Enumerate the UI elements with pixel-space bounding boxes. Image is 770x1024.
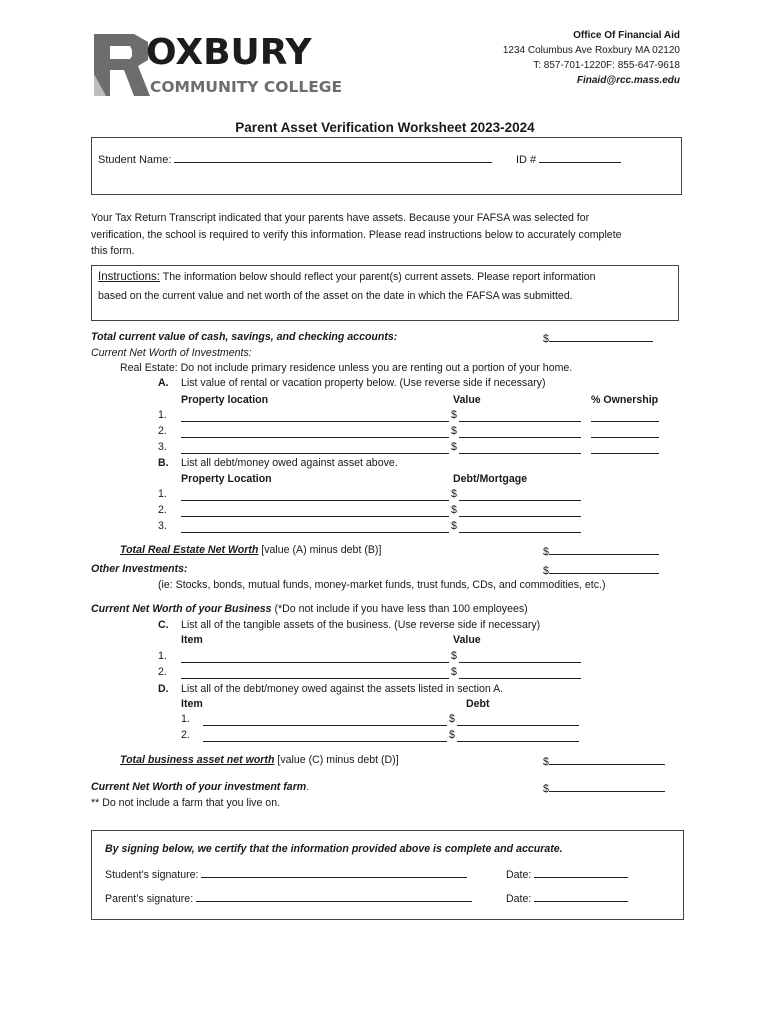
business-heading-title: Current Net Worth of your Business xyxy=(91,603,272,615)
business-debt-item-input[interactable] xyxy=(203,731,447,742)
office-phone: T: 857-701-1220F: 855-647-9618 xyxy=(533,60,680,71)
other-investments-label: Other Investments: xyxy=(91,563,188,575)
business-debt-input[interactable] xyxy=(457,731,579,742)
student-id-label: ID # xyxy=(516,154,540,166)
cash-label: Total current value of cash, savings, and checking accounts: xyxy=(91,331,398,343)
instructions-line-1 xyxy=(98,271,596,284)
farm-label-period: . xyxy=(306,781,310,793)
business-debt-item-input[interactable] xyxy=(203,715,447,726)
col-item: Item xyxy=(181,634,203,646)
farm-dollar: $ xyxy=(543,783,549,795)
business-value-dollar: $ xyxy=(451,666,457,678)
business-total-dollar: $ xyxy=(543,756,549,768)
debt-location-input[interactable] xyxy=(181,490,449,501)
student-id-field[interactable] xyxy=(516,152,621,167)
debt-location-input[interactable] xyxy=(181,506,449,517)
student-signature-label: Student’s signature: xyxy=(105,869,202,881)
col-item-debt: Item xyxy=(181,698,203,710)
business-debt-dollar: $ xyxy=(449,713,455,725)
value-input[interactable] xyxy=(459,443,581,454)
value-dollar: $ xyxy=(451,425,457,437)
ownership-input[interactable] xyxy=(591,411,659,422)
section-a-letter: A. xyxy=(158,377,169,389)
student-date-label: Date: xyxy=(506,869,535,881)
debt-input[interactable] xyxy=(459,490,581,501)
instructions-label: Instructions: xyxy=(98,271,160,283)
other-investments-note: (ie: Stocks, bonds, mutual funds, money-market funds, trust funds, CDs, and commodities, etc.) xyxy=(158,579,606,591)
college-logo xyxy=(94,34,346,100)
business-debt-dollar: $ xyxy=(449,729,455,741)
debt-location-input[interactable] xyxy=(181,522,449,533)
real-estate-total-title: Total Real Estate Net Worth xyxy=(120,544,259,556)
real-estate-total-note: [value (A) minus debt (B)] xyxy=(258,544,382,556)
logo-r-mark xyxy=(94,34,152,96)
certify-statement: By signing below, we certify that the information provided above is complete and accurate. xyxy=(105,843,563,855)
logo-subtitle: COMMUNITY COLLEGE xyxy=(150,78,343,96)
business-debt-input[interactable] xyxy=(457,715,579,726)
row-number: 2. xyxy=(158,425,167,437)
col-property-location: Property location xyxy=(181,394,269,406)
business-total-field[interactable] xyxy=(543,754,665,769)
cash-dollar: $ xyxy=(543,333,549,345)
intro-line-2: verification, the school is required to verify this information. Please read instructions below to accurately complete xyxy=(91,229,622,241)
row-number: 2. xyxy=(158,504,167,516)
section-c-text: List all of the tangible assets of the business. (Use reverse side if necessary) xyxy=(181,619,541,631)
col-debt-mortgage: Debt/Mortgage xyxy=(453,473,528,485)
instructions-line-2: based on the current value and net worth of the asset on the date in which the FAFSA was submitted. xyxy=(98,290,573,302)
col-property-location-debt: Property Location xyxy=(181,473,272,485)
col-ownership: % Ownership xyxy=(591,394,659,406)
value-input[interactable] xyxy=(459,427,581,438)
value-dollar: $ xyxy=(451,409,457,421)
student-signature-field[interactable] xyxy=(105,867,467,882)
instructions-text-1: The information below should reflect your parent(s) current assets. Please report information xyxy=(160,271,596,283)
parent-date-label: Date: xyxy=(506,893,535,905)
other-investments-dollar: $ xyxy=(543,565,549,577)
office-address: 1234 Columbus Ave Roxbury MA 02120 xyxy=(502,45,680,56)
business-heading xyxy=(91,603,528,616)
debt-input[interactable] xyxy=(459,506,581,517)
row-number: 1. xyxy=(158,650,167,662)
parent-signature-field[interactable] xyxy=(105,891,472,906)
col-business-debt: Debt xyxy=(466,698,490,710)
office-name: Office Of Financial Aid xyxy=(573,30,680,41)
business-item-input[interactable] xyxy=(181,652,449,663)
other-investments-field[interactable] xyxy=(543,563,659,578)
real-estate-note: Real Estate: Do not include primary residence unless you are renting out a portion of your home. xyxy=(120,362,573,374)
business-value-input[interactable] xyxy=(459,668,581,679)
section-b-text: List all debt/money owed against asset above. xyxy=(181,457,398,469)
business-item-input[interactable] xyxy=(181,668,449,679)
farm-label xyxy=(91,781,309,794)
section-d-text: List all of the debt/money owed against the assets listed in section A. xyxy=(181,683,504,695)
business-heading-note: (*Do not include if you have less than 100 employees) xyxy=(271,603,528,615)
value-dollar: $ xyxy=(451,441,457,453)
property-location-input[interactable] xyxy=(181,427,449,438)
value-input[interactable] xyxy=(459,411,581,422)
intro-line-1: Your Tax Return Transcript indicated that your parents have assets. Because your FAFSA was selected for xyxy=(91,212,590,224)
business-value-dollar: $ xyxy=(451,650,457,662)
col-value: Value xyxy=(453,394,481,406)
section-b-letter: B. xyxy=(158,457,169,469)
col-business-value: Value xyxy=(453,634,481,646)
student-name-field[interactable] xyxy=(98,152,492,167)
debt-input[interactable] xyxy=(459,522,581,533)
business-total-title: Total business asset net worth xyxy=(120,754,275,766)
ownership-input[interactable] xyxy=(591,427,659,438)
parent-date-field[interactable] xyxy=(506,891,628,906)
logo-wordmark: OXBURY xyxy=(146,32,312,73)
intro-line-3: this form. xyxy=(91,245,135,257)
real-estate-total-label xyxy=(120,544,381,557)
section-c-letter: C. xyxy=(158,619,169,631)
student-name-label: Student Name: xyxy=(98,154,175,166)
ownership-input[interactable] xyxy=(591,443,659,454)
student-date-field[interactable] xyxy=(506,867,628,882)
debt-dollar: $ xyxy=(451,520,457,532)
row-number: 3. xyxy=(158,441,167,453)
real-estate-total-field[interactable] xyxy=(543,544,659,559)
business-value-input[interactable] xyxy=(459,652,581,663)
cash-amount-field[interactable] xyxy=(543,331,653,346)
farm-note: ** Do not include a farm that you live on. xyxy=(91,797,281,809)
real-estate-total-dollar: $ xyxy=(543,546,549,558)
investments-heading: Current Net Worth of Investments: xyxy=(91,347,252,359)
office-info xyxy=(503,28,680,88)
debt-dollar: $ xyxy=(451,504,457,516)
row-number: 1. xyxy=(158,409,167,421)
property-location-input[interactable] xyxy=(181,411,449,422)
row-number: 1. xyxy=(158,488,167,500)
business-total-label xyxy=(120,754,399,767)
office-email: Finaid@rcc.mass.edu xyxy=(576,75,680,86)
page-title: Parent Asset Verification Worksheet 2023-2024 xyxy=(235,120,535,135)
parent-signature-label: Parent’s signature: xyxy=(105,893,197,905)
farm-amount-field[interactable] xyxy=(543,781,665,796)
row-number: 3. xyxy=(158,520,167,532)
business-total-note: [value (C) minus debt (D)] xyxy=(274,754,399,766)
farm-label-title: Current Net Worth of your investment farm xyxy=(91,781,307,793)
row-number: 1. xyxy=(181,713,190,725)
section-d-letter: D. xyxy=(158,683,169,695)
row-number: 2. xyxy=(181,729,190,741)
debt-dollar: $ xyxy=(451,488,457,500)
row-number: 2. xyxy=(158,666,167,678)
property-location-input[interactable] xyxy=(181,443,449,454)
section-a-text: List value of rental or vacation property below. (Use reverse side if necessary) xyxy=(181,377,546,389)
